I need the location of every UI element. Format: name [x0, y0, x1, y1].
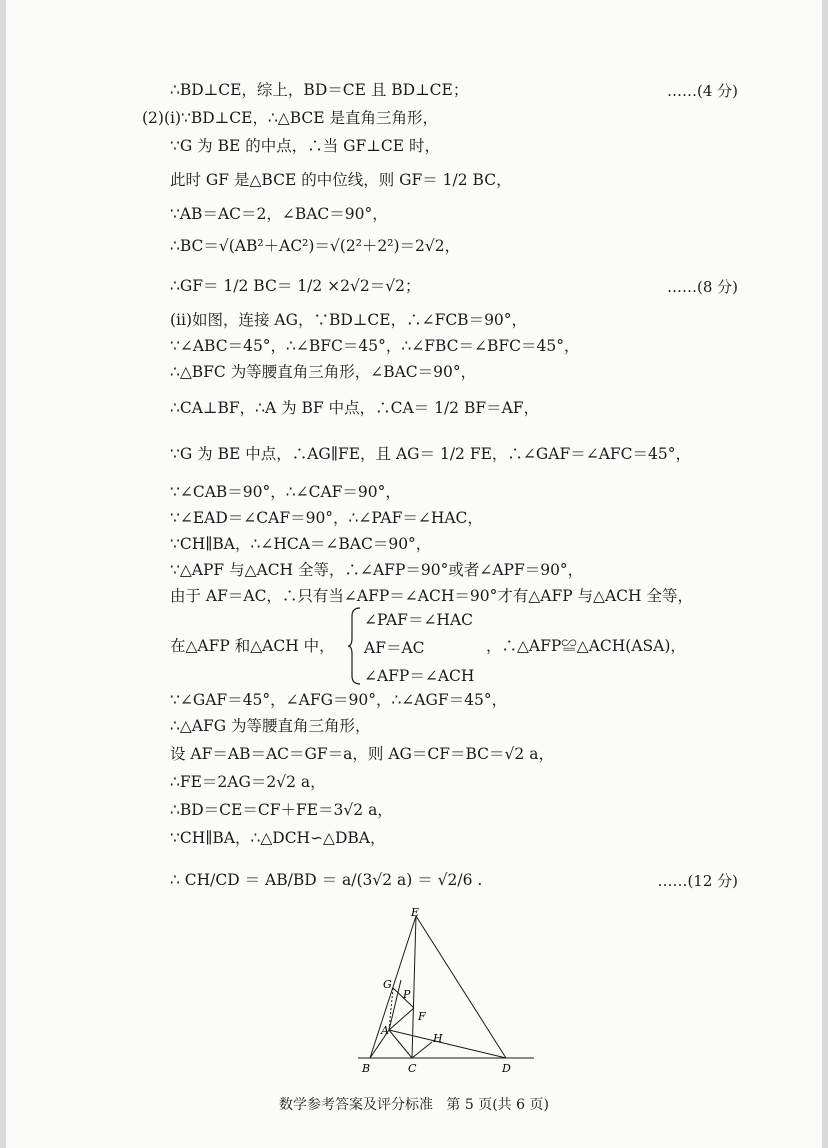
solution-line: ∴△AFG 为等腰直角三角形， — [170, 717, 371, 735]
label-C: C — [408, 1062, 417, 1075]
solution-line: ∴BC＝√(AB²＋AC²)＝√(2²＋2²)＝2√2， — [170, 237, 461, 255]
solution-line: ∵G 为 BE 中点，∴AG∥FE，且 AG＝ 1/2 FE，∴∠GAF＝∠AFC＝45°， — [170, 445, 691, 463]
label-F: F — [418, 1010, 426, 1023]
answer-page — [6, 0, 822, 1148]
solution-line: ∵AB＝AC＝2，∠BAC＝90°， — [170, 205, 388, 223]
solution-line: ∴GF＝ 1/2 BC＝ 1/2 ×2√2＝√2； — [170, 277, 421, 295]
condition-2: AF＝AC — [364, 639, 425, 657]
solution-line: ∴△BFC 为等腰直角三角形，∠BAC＝90°， — [170, 363, 477, 381]
solution-line: ∵∠EAD＝∠CAF＝90°，∴∠PAF＝∠HAC， — [170, 509, 483, 527]
solution-line: ∵CH∥BA，∴∠HCA＝∠BAC＝90°， — [170, 535, 432, 553]
label-P: P — [403, 988, 411, 1001]
left-brace — [348, 606, 362, 686]
solution-line: ∴CA⊥BF，∴A 为 BF 中点，∴CA＝ 1/2 BF＝AF， — [170, 399, 540, 417]
solution-line: ∴BD⊥CE，综上，BD＝CE 且 BD⊥CE； — [170, 81, 469, 99]
solution-line: ∵G 为 BE 的中点，∴当 GF⊥CE 时， — [170, 137, 440, 155]
solution-line: (2)(i)∵BD⊥CE，∴△BCE 是直角三角形， — [142, 109, 438, 127]
solution-line: 由于 AF＝AC，∴只有当∠AFP＝∠ACH＝90°才有△AFP 与△ACH 全等， — [170, 587, 693, 605]
solution-line: 设 AF＝AB＝AC＝GF＝a，则 AG＝CF＝BC＝√2 a， — [170, 745, 554, 763]
solution-line: ∴FE＝2AG＝2√2 a， — [170, 773, 326, 791]
score-marker: ……(8 分) — [666, 278, 738, 296]
solution-line: ∵∠CAB＝90°，∴∠CAF＝90°， — [170, 483, 401, 501]
solution-line: (ii)如图，连接 AG，∵BD⊥CE，∴∠FCB＝90°， — [170, 311, 528, 329]
solution-line: 在△AFP 和△ACH 中， — [170, 637, 335, 655]
label-D: D — [502, 1062, 511, 1075]
page-footer: 数学参考答案及评分标准 第 5 页(共 6 页) — [279, 1097, 549, 1113]
solution-line: ∵∠ABC＝45°，∴∠BFC＝45°，∴∠FBC＝∠BFC＝45°， — [170, 337, 580, 355]
label-B: B — [362, 1062, 371, 1075]
label-H: H — [433, 1032, 443, 1045]
label-A: A — [381, 1024, 389, 1037]
congruence-conditions — [348, 606, 508, 686]
congruence-conclusion: ，∴△AFP≌△ACH(ASA)， — [486, 637, 686, 655]
solution-line: ∵∠GAF＝45°，∠AFG＝90°，∴∠AGF＝45°， — [170, 691, 508, 709]
geometry-figure — [356, 908, 546, 1078]
solution-line: ∴ CH/CD ＝ AB/BD ＝ a/(3√2 a) ＝ √2/6 . — [170, 871, 483, 889]
solution-line: ∵CH∥BA，∴△DCH∽△DBA， — [170, 829, 386, 847]
condition-3: ∠AFP＝∠ACH — [364, 667, 475, 685]
score-marker: ……(4 分) — [666, 82, 738, 100]
label-E: E — [411, 908, 420, 919]
condition-1: ∠PAF＝∠HAC — [364, 611, 473, 629]
solution-line: ∴BD＝CE＝CF＋FE＝3√2 a， — [170, 801, 393, 819]
score-marker: ……(12 分) — [657, 872, 738, 890]
solution-line: ∵△APF 与△ACH 全等，∴∠AFP＝90°或者∠APF＝90°， — [170, 561, 584, 579]
solution-line: 此时 GF 是△BCE 的中位线，则 GF＝ 1/2 BC， — [170, 171, 512, 189]
label-G: G — [383, 978, 392, 991]
